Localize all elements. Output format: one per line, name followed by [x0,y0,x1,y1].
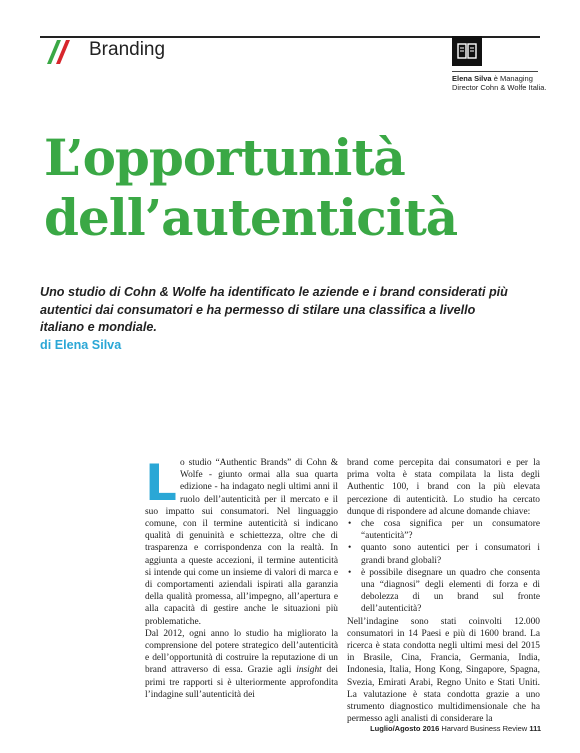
body-emphasis: insight [296,665,322,676]
italian-flag-icon [44,38,76,66]
article-byline: di Elena Silva [40,338,122,352]
body-column-1 [145,454,338,701]
author-note [452,74,550,92]
page-footer [369,724,541,733]
body-paragraph: brand come percepita dai consumatori e per la prima volta è stata compilata la lista degli Authentic 100, i brand con la più elevata percezione di autenticità. Lo studio ha cercato dunque di rispondere ad alcune domande chiave: [347,458,540,517]
article-title [44,128,554,248]
body-paragraph: o studio “Authentic Brands” di Cohn & Wolfe - giunto ormai alla sua quarta edizione - ha indagato negli ultimi anni il ruolo dell’autenticità per il mercato e il suo impatto sui consumatori. Nel linguaggio comune, con il termine autenticità si indicano qualità di genuinità e schiettezza, oltre che di trasparenza e corrispondenza con la realtà. In aggiunta a queste accezioni, il termine autenticità si intende qui come un insieme di valori di marca e di comportamenti aziendali ispirati alla garanzia della qualità promessa, all’impegno, all’apertura e alla capacità di gestire anche le situazioni più problematiche. [145,458,338,627]
body-text: dei primi tre rapporti si è ulteriormente approfondita l’indagine sull’autenticità dei [145,665,338,700]
body-column-2 [347,457,540,725]
list-item: • quanto sono autentici per i consumatori i grandi brand globali? [347,542,540,566]
author-rule [452,71,538,72]
footer-magazine: Harvard Business Review [439,724,530,733]
question-list [347,518,540,616]
footer-issue: Luglio/Agosto 2016 [370,724,440,733]
article-lede: Uno studio di Cohn & Wolfe ha identificato le aziende e i brand considerati più autentici dai consumatori e ha permesso di stilare una classifica a livello italiano e mondiale. [40,285,508,334]
body-text: Dal 2012, ogni anno lo studio ha migliorato la comprensione del potere strategico dell’autenticità e dell’opportunità di costruire la reputazione di un brand attraverso di essa. Grazie agli [145,628,338,676]
section-label: Branding [89,39,166,60]
page-number: 111 [529,724,541,733]
title-line-2: dell’autenticità [44,188,458,247]
title-line-1: L’opportunità [44,128,405,187]
body-paragraph: Nell’indagine sono stati coinvolti 12.000 consumatori in 14 Paesi e più di 1600 brand. La ricerca è stata condotta negli ultimi mesi del 2015 in Brasile, Cina, Francia, Germania, India, Indonesia, Italia, Hong Kong, Singapore, Spagna, Svezia, Emirati Arabi, Regno Unito e Stati Uniti. La valutazione è stata condotta grazie a uno strumento diagnostico multidimensionale che ha permesso agli analisti di considerare la [347,616,540,725]
list-item: • è possibile disegnare un quadro che consenta una “diagnosi” degli elementi di forza e di debolezza di un brand sul fronte dell’autenticità? [347,567,540,616]
author-book-icon [452,36,482,66]
author-name: Elena Silva [452,74,492,83]
body-paragraph [145,628,338,701]
dropcap: L [145,454,177,512]
author-bio: è Managing Director Cohn & Wolfe Italia. [452,74,547,92]
list-item: • che cosa significa per un consumatore “autenticità”? [347,518,540,542]
